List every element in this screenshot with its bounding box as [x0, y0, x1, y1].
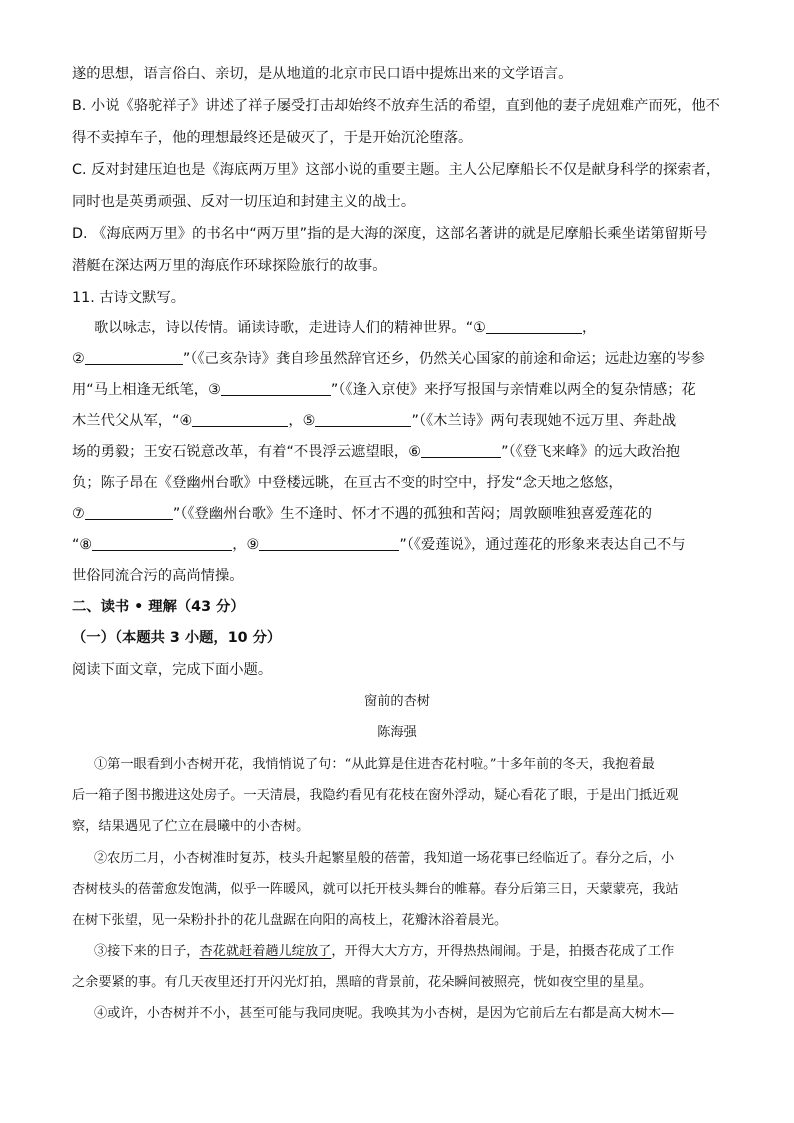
- article-paragraph-2-line2: 杏树枝头的蓓蕾愈发饱满，似乎一阵暖风，就可以托开枝头舞台的帷幕。春分后第三日，天蒙蒙亮，我站: [72, 882, 679, 897]
- q10-option-b-line1: B. 小说《骆驼祥子》讲述了祥子屡受打击却始终不放弃生活的希望，直到他的妻子虎妞难产而死，他不: [72, 98, 720, 114]
- article-title: 窗前的杏树: [364, 694, 430, 709]
- q11-line6: 负；陈子昂在《登幽州台歌》中登楼远眺，在亘古不变的时空中，抒发“念天地之悠悠，: [72, 475, 623, 491]
- q11-line7: ⑦ ”（《登幽州台歌》生不逢时、怀才不遇的孤独和苦闷；周敦颐唯独喜爱莲花的: [72, 506, 653, 522]
- answer-blank-1[interactable]: [486, 319, 582, 334]
- article-paragraph-3-line2: 之余要紧的事。有几天夜里还打开闪光灯拍，黑暗的背景前，花朵瞬间被照亮，恍如夜空里的星星。: [72, 975, 653, 990]
- answer-blank-8[interactable]: [92, 536, 232, 551]
- underlined-phrase: 杏花就赶着趟儿绽放了: [199, 944, 332, 959]
- q11-line3: 用“马上相逢无纸笔，③ ”（《逢入京使》来抒写报国与亲情难以两全的复杂情感；花: [72, 382, 696, 398]
- q11-line2: ② ”（《己亥杂诗》龚自珍虽然辞官还乡，仍然关心国家的前途和命运；远赴边塞的岑参: [72, 351, 705, 367]
- article-paragraph-3-line1: ③接下来的日子，杏花就赶着趟儿绽放了，开得大大方方，开得热热闹闹。于是，拍摄杏花成了工作: [94, 944, 675, 959]
- article-paragraph-1-line1: ①第一眼看到小杏树开花，我悄悄说了句：“从此算是住进杏花村啦。”十多年前的冬天，我抱着最: [94, 757, 655, 772]
- answer-blank-4[interactable]: [192, 412, 288, 427]
- q10-option-c-line1: C. 反对封建压迫也是《海底两万里》这部小说的重要主题。主人公尼摩船长不仅是献身科学的探索者，: [72, 162, 721, 178]
- answer-blank-2[interactable]: [85, 350, 183, 365]
- q11-line4: 木兰代父从军，“④ ，⑤ ”（《木兰诗》两句表现她不远万里、奔赴战: [72, 413, 677, 429]
- article-paragraph-1-line2: 后一箱子图书搬进这处房子。一天清晨，我隐约看见有花枝在窗外浮动，疑心看花了眼，于是出门抵近观: [72, 788, 679, 803]
- q11-line5: 场的勇毅；王安石锐意改革，有着“不畏浮云遮望眼，⑥ ”（《登飞来峰》的远大政治抱: [72, 444, 681, 460]
- article-paragraph-2-line3: 在树下张望，见一朵粉扑扑的花儿盘踞在向阳的高枝上，花瓣沐浴着晨光。: [72, 913, 508, 928]
- article-author: 陈海强: [377, 725, 417, 740]
- answer-blank-3[interactable]: [221, 381, 331, 396]
- article-paragraph-1-line3: 察，结果遇见了伫立在晨曦中的小杏树。: [72, 819, 310, 834]
- q10-option-c-line2: 同时也是英勇顽强、反对一切压迫和封建主义的战士。: [72, 194, 416, 210]
- subsection-heading: （一）（本题共 3 小题，10 分）: [72, 630, 282, 646]
- q11-line1: 歌以咏志，诗以传情。诵读诗歌，走进诗人们的精神世界。“① ，: [94, 320, 597, 336]
- answer-blank-9[interactable]: [259, 536, 399, 551]
- q10-option-d-line2: 潜艇在深达两万里的海底作环球探险旅行的故事。: [72, 258, 387, 274]
- q11-line8: “⑧ ，⑨ ”（《爱莲说》，通过莲花的形象来表达自己不与: [72, 537, 686, 553]
- reading-instruction: 阅读下面文章，完成下面小题。: [72, 662, 273, 678]
- q11-line9: 世俗同流合污的高尚情操。: [72, 568, 244, 584]
- answer-blank-7[interactable]: [85, 505, 173, 520]
- q10-option-d-line1: D. 《海底两万里》的书名中“两万里”指的是大海的深度，这部名著讲的就是尼摩船长乘坐诺第留斯号: [72, 226, 708, 242]
- section-heading: 二、读书 • 理解（43 分）: [72, 599, 245, 615]
- q10-option-a-continuation: 遂的思想，语言俗白、亲切，是从地道的北京市民口语中提炼出来的文学语言。: [72, 66, 573, 82]
- answer-blank-6[interactable]: [421, 443, 501, 458]
- article-paragraph-4-line1: ④或许，小杏树并不小，甚至可能与我同庚呢。我唤其为小杏树，是因为它前后左右都是高大树木—: [94, 1006, 675, 1021]
- article-paragraph-2-line1: ②农历二月，小杏树准时复苏，枝头升起繁星般的蓓蕾，我知道一场花事已经临近了。春分之后，小: [94, 851, 675, 866]
- answer-blank-5[interactable]: [315, 412, 411, 427]
- q10-option-b-line2: 得不卖掉车子，他的理想最终还是破灭了，于是开始沉沦堕落。: [72, 130, 473, 146]
- q11-title: 11. 古诗文默写。: [72, 290, 186, 306]
